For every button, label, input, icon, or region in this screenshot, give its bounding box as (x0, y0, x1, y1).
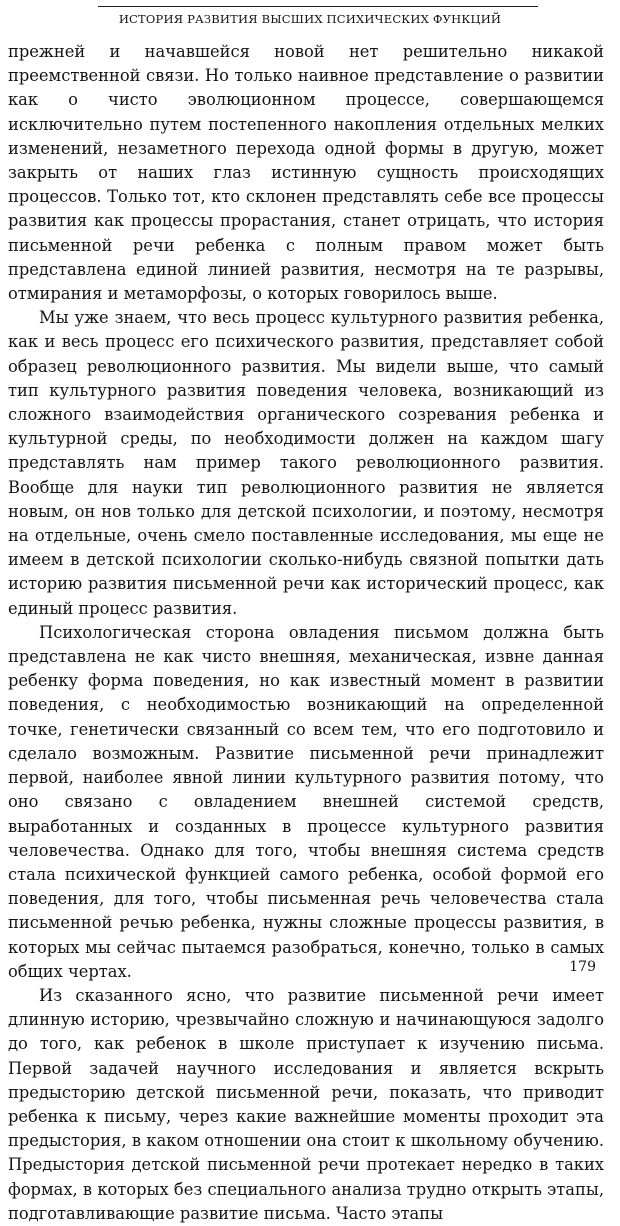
header-rule (98, 6, 538, 7)
paragraph: Из сказанного ясно, что развитие письменной речи имеет длинную историю, чрезвычайно сложную и начинающуюся задолго до того, как ребенок в школе приступает к изучению письма. Первой задачей научного исследования и является вскрыть предысторию детской письменной речи, показать, что приводит ребенка к письму, через какие важнейшие моменты проходит эта предыстория, в каком отношении она стоит к школьному обучению. Предыстория детской письменной речи протекает нередко в таких формах, в которых без специального анализа трудно открыть этапы, подготавливающие развитие письма. Часто этапы (8, 985, 604, 1223)
body-text (8, 40, 604, 1226)
paragraph: прежней и начавшейся новой нет решительно никакой преемственной связи. Но только наивное представление о развитии как о чисто эволюционном процессе, совершающемся исключительно путем постепенного накопления отдельных мелких изменений, незаметного перехода одной формы в другую, может закрыть от наших глаз истинную сущность происходящих процессов. Только тот, кто склонен представлять себе все процессы развития как процессы прорастания, станет отрицать, что история письменной речи ребенка с полным правом может быть представлена единой линией развития, несмотря на те разрывы, отмирания и метаморфозы, о которых говорилось выше. (8, 42, 604, 304)
page-number: 179 (569, 959, 596, 975)
running-header: ИСТОРИЯ РАЗВИТИЯ ВЫСШИХ ПСИХИЧЕСКИХ ФУНКЦИЙ (118, 12, 502, 26)
paragraph: Психологическая сторона овладения письмом должна быть представлена не как чисто внешняя, механическая, извне данная ребенку форма поведения, но как известный момент в развитии поведения, с необходимостью возникающий на определенной точке, генетически связанный со всем тем, что его подготовило и сделало возможным. Развитие письменной речи принадлежит первой, наиболее явной линии культурного развития потому, что оно связано с овладением внешней системой средств, выработанных и созданных в процессе культурного развития человечества. Однако для того, чтобы внешняя система средств стала психической функцией самого ребенка, особой формой его поведения, для того, чтобы письменная речь человечества стала письменной речью ребенка, нужны сложные процессы развития, в которых мы сейчас пытаемся разобраться, конечно, только в самых общих чертах. (8, 622, 604, 981)
paragraph: Мы уже знаем, что весь процесс культурного развития ребенка, как и весь процесс его психического развития, представляет собой образец революционного развития. Мы видели выше, что самый тип культурного развития поведения человека, возникающий из сложного взаимодействия органического созревания ребенка и культурной среды, по необходимости должен на каждом шагу представлять нам пример такого революционного развития. Вообще для науки тип революционного развития не является новым, он нов только для детской психологии, и поэтому, несмотря на отдельные, очень смело поставленные исследования, мы еще не имеем в детской психологии сколько-нибудь связной попытки дать историю развития письменной речи как исторический процесс, как единый процесс развития. (8, 308, 604, 618)
